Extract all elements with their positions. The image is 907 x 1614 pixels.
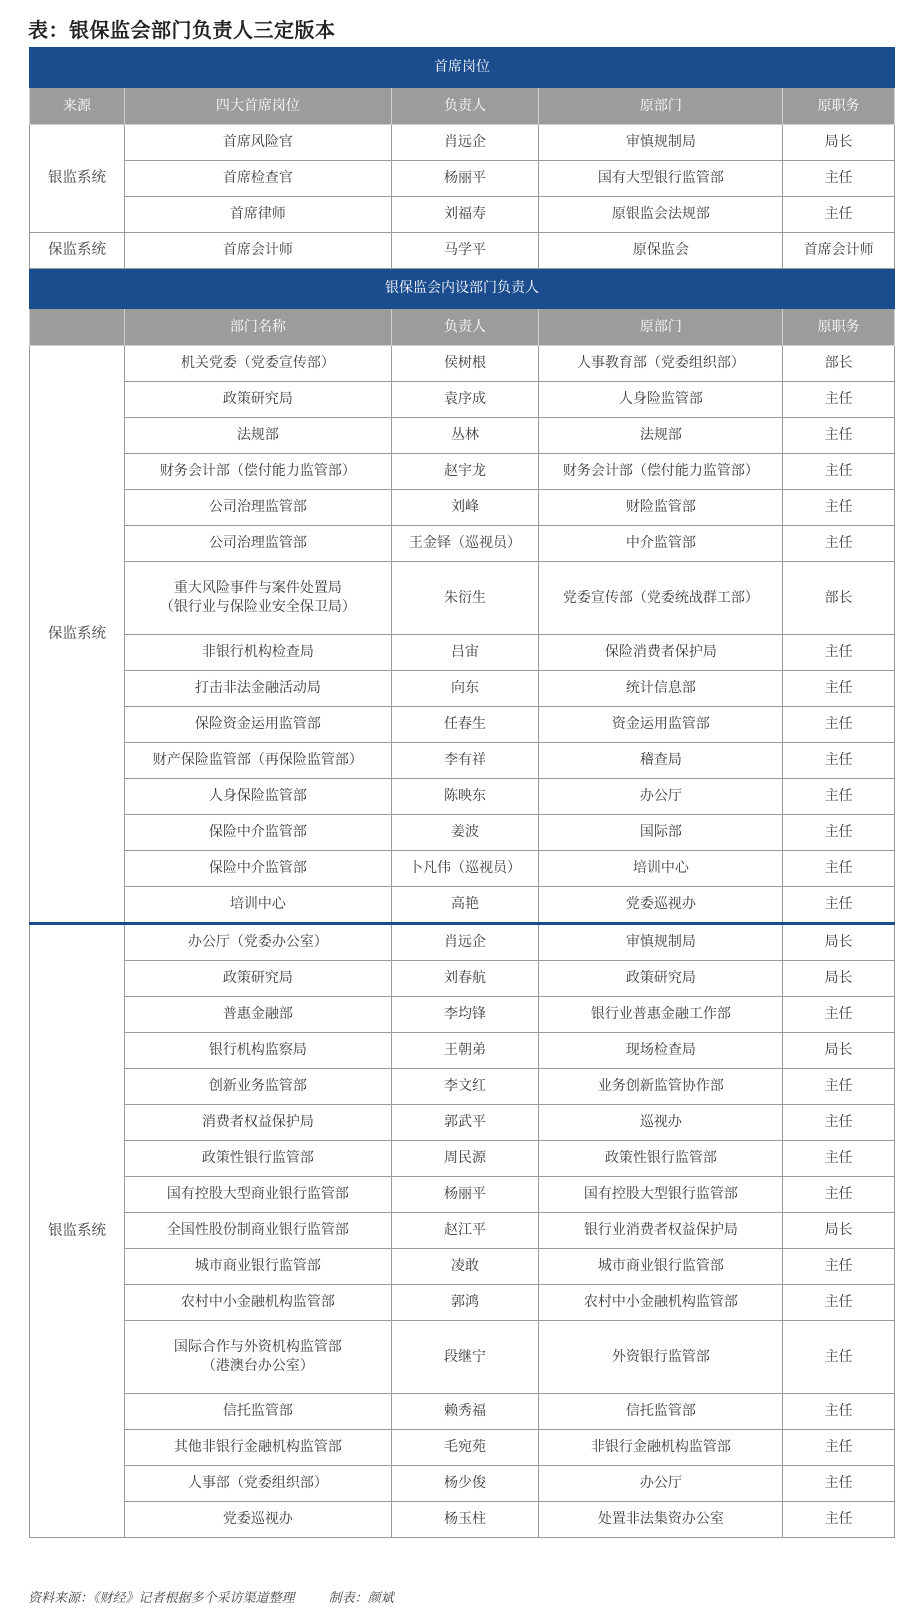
maker-note: 制表：颜斌 (328, 1591, 394, 1606)
table-row (30, 1105, 895, 1141)
table-row (30, 1466, 895, 1502)
cell: 办公厅（党委办公室） (125, 924, 392, 961)
source-note: 资料来源：《财经》记者根据多个采访渠道整理 (28, 1591, 295, 1606)
cell: 国有控股大型商业银行监管部 (125, 1177, 392, 1213)
cell: 郭鸿 (391, 1285, 539, 1321)
cell: 审慎规制局 (539, 125, 783, 161)
column-header: 原部门 (539, 309, 783, 346)
cell: 业务创新监管协作部 (539, 1069, 783, 1105)
cell: 人事部（党委组织部） (125, 1466, 392, 1502)
cell: 信托监管部 (539, 1394, 783, 1430)
table-row (30, 707, 895, 743)
table-row (30, 743, 895, 779)
table-row (30, 1394, 895, 1430)
cell: 机关党委（党委宣传部） (125, 346, 392, 382)
cell: 王朝弟 (391, 1033, 539, 1069)
cell: 李有祥 (391, 743, 539, 779)
group-label: 保监系统 (30, 346, 125, 924)
table-row (30, 1430, 895, 1466)
cell: 资金运用监管部 (539, 707, 783, 743)
cell: 主任 (783, 635, 895, 671)
table-row (30, 382, 895, 418)
column-header: 原部门 (539, 88, 783, 125)
cell: 中介监管部 (539, 526, 783, 562)
cell: 刘福寿 (391, 197, 539, 233)
cell: 办公厅 (539, 1466, 783, 1502)
table-row (30, 997, 895, 1033)
cell: 主任 (783, 526, 895, 562)
cell: 任春生 (391, 707, 539, 743)
cell: 银行机构监察局 (125, 1033, 392, 1069)
cell: 首席会计师 (125, 233, 392, 269)
cell: 主任 (783, 1141, 895, 1177)
cell: 杨丽平 (391, 161, 539, 197)
column-header-row (30, 88, 895, 125)
cell: 毛宛苑 (391, 1430, 539, 1466)
cell: 局长 (783, 961, 895, 997)
table-row (30, 851, 895, 887)
cell: 杨丽平 (391, 1177, 539, 1213)
cell: 凌敢 (391, 1249, 539, 1285)
table-row (30, 779, 895, 815)
cell: 主任 (783, 418, 895, 454)
column-header: 来源 (30, 88, 125, 125)
cell: 政策研究局 (539, 961, 783, 997)
table-row (30, 346, 895, 382)
cell: 局长 (783, 125, 895, 161)
cell: 创新业务监管部 (125, 1069, 392, 1105)
cell: 陈映东 (391, 779, 539, 815)
table-row (30, 1502, 895, 1538)
cell: 主任 (783, 197, 895, 233)
table-row (30, 1285, 895, 1321)
table-row (30, 1141, 895, 1177)
cell: 保险资金运用监管部 (125, 707, 392, 743)
section-band-label: 首席岗位 (30, 48, 895, 88)
table-footer (28, 1587, 424, 1606)
table-row (30, 526, 895, 562)
cell: 主任 (783, 707, 895, 743)
cell: 段继宁 (391, 1321, 539, 1394)
cell: 保险消费者保护局 (539, 635, 783, 671)
cell: 保险中介监管部 (125, 851, 392, 887)
cell: 党委巡视办 (125, 1502, 392, 1538)
cell: 首席会计师 (783, 233, 895, 269)
cell: 其他非银行金融机构监管部 (125, 1430, 392, 1466)
cell: 原保监会 (539, 233, 783, 269)
officials-table (29, 47, 895, 1538)
cell: 主任 (783, 1285, 895, 1321)
group-label: 银监系统 (30, 125, 125, 233)
cell: 财务会计部（偿付能力监管部） (125, 454, 392, 490)
cell: 政策研究局 (125, 961, 392, 997)
table-row (30, 454, 895, 490)
cell: 郭武平 (391, 1105, 539, 1141)
cell: 肖远企 (391, 924, 539, 961)
cell: 信托监管部 (125, 1394, 392, 1430)
table-row (30, 125, 895, 161)
cell: 朱衍生 (391, 562, 539, 635)
cell: 肖远企 (391, 125, 539, 161)
cell: 主任 (783, 779, 895, 815)
table-row (30, 562, 895, 635)
table-row (30, 1177, 895, 1213)
cell: 主任 (783, 490, 895, 526)
cell: 公司治理监管部 (125, 526, 392, 562)
cell: 普惠金融部 (125, 997, 392, 1033)
table-title: 表：银保监会部门负责人三定版本 (28, 18, 336, 42)
cell: 政策性银行监管部 (125, 1141, 392, 1177)
cell: 马学平 (391, 233, 539, 269)
cell: 政策研究局 (125, 382, 392, 418)
table-row (30, 671, 895, 707)
cell: 主任 (783, 815, 895, 851)
cell: 主任 (783, 1177, 895, 1213)
cell: 国际合作与外资机构监管部 （港澳台办公室） (125, 1321, 392, 1394)
cell: 主任 (783, 997, 895, 1033)
column-header: 四大首席岗位 (125, 88, 392, 125)
cell: 巡视办 (539, 1105, 783, 1141)
cell: 保险中介监管部 (125, 815, 392, 851)
table-row (30, 197, 895, 233)
column-header: 原职务 (783, 88, 895, 125)
table-row (30, 924, 895, 961)
cell: 处置非法集资办公室 (539, 1502, 783, 1538)
cell: 法规部 (539, 418, 783, 454)
section-band (30, 269, 895, 309)
cell: 首席检查官 (125, 161, 392, 197)
cell: 现场检查局 (539, 1033, 783, 1069)
cell: 主任 (783, 851, 895, 887)
cell: 首席风险官 (125, 125, 392, 161)
cell: 袁序成 (391, 382, 539, 418)
group-label: 银监系统 (30, 924, 125, 1538)
cell: 局长 (783, 1033, 895, 1069)
cell: 首席律师 (125, 197, 392, 233)
cell: 刘春航 (391, 961, 539, 997)
cell: 原银监会法规部 (539, 197, 783, 233)
table-row (30, 1033, 895, 1069)
cell: 高艳 (391, 887, 539, 924)
column-header: 部门名称 (125, 309, 392, 346)
table-row (30, 490, 895, 526)
cell: 主任 (783, 1105, 895, 1141)
table-row (30, 1321, 895, 1394)
cell: 政策性银行监管部 (539, 1141, 783, 1177)
cell: 党委宣传部（党委统战群工部） (539, 562, 783, 635)
cell: 主任 (783, 1394, 895, 1430)
cell: 审慎规制局 (539, 924, 783, 961)
cell: 赖秀福 (391, 1394, 539, 1430)
cell: 国际部 (539, 815, 783, 851)
cell: 打击非法金融活动局 (125, 671, 392, 707)
group-label: 保监系统 (30, 233, 125, 269)
cell: 农村中小金融机构监管部 (539, 1285, 783, 1321)
cell: 重大风险事件与案件处置局 （银行业与保险业安全保卫局） (125, 562, 392, 635)
cell: 非银行金融机构监管部 (539, 1430, 783, 1466)
table-row (30, 887, 895, 924)
cell: 局长 (783, 924, 895, 961)
cell: 法规部 (125, 418, 392, 454)
cell: 统计信息部 (539, 671, 783, 707)
cell: 外资银行监管部 (539, 1321, 783, 1394)
cell: 吕宙 (391, 635, 539, 671)
cell: 人事教育部（党委组织部） (539, 346, 783, 382)
cell: 姜波 (391, 815, 539, 851)
cell: 向东 (391, 671, 539, 707)
section-band (30, 48, 895, 88)
cell: 主任 (783, 382, 895, 418)
cell: 人身险监管部 (539, 382, 783, 418)
cell: 主任 (783, 1321, 895, 1394)
table-row (30, 233, 895, 269)
cell: 周民源 (391, 1141, 539, 1177)
cell: 李文红 (391, 1069, 539, 1105)
cell: 主任 (783, 671, 895, 707)
cell: 银行业普惠金融工作部 (539, 997, 783, 1033)
cell: 人身保险监管部 (125, 779, 392, 815)
cell: 培训中心 (539, 851, 783, 887)
cell: 局长 (783, 1213, 895, 1249)
cell: 主任 (783, 1069, 895, 1105)
cell: 国有控股大型银行监管部 (539, 1177, 783, 1213)
cell: 侯树根 (391, 346, 539, 382)
cell: 银行业消费者权益保护局 (539, 1213, 783, 1249)
cell: 卜凡伟（巡视员） (391, 851, 539, 887)
table-row (30, 961, 895, 997)
section-band-label: 银保监会内设部门负责人 (30, 269, 895, 309)
table-row (30, 161, 895, 197)
cell: 主任 (783, 1466, 895, 1502)
column-header: 负责人 (391, 309, 539, 346)
table-row (30, 1249, 895, 1285)
cell: 主任 (783, 887, 895, 924)
cell: 王金铎（巡视员） (391, 526, 539, 562)
cell: 主任 (783, 743, 895, 779)
table-row (30, 635, 895, 671)
cell: 赵宇龙 (391, 454, 539, 490)
cell: 城市商业银行监管部 (125, 1249, 392, 1285)
cell: 办公厅 (539, 779, 783, 815)
cell: 赵江平 (391, 1213, 539, 1249)
cell: 主任 (783, 1502, 895, 1538)
cell: 党委巡视办 (539, 887, 783, 924)
cell: 财险监管部 (539, 490, 783, 526)
cell: 国有大型银行监管部 (539, 161, 783, 197)
table-row (30, 418, 895, 454)
cell: 杨少俊 (391, 1466, 539, 1502)
cell: 公司治理监管部 (125, 490, 392, 526)
cell: 财务会计部（偿付能力监管部） (539, 454, 783, 490)
cell: 非银行机构检查局 (125, 635, 392, 671)
cell: 丛林 (391, 418, 539, 454)
column-header: 负责人 (391, 88, 539, 125)
cell: 城市商业银行监管部 (539, 1249, 783, 1285)
cell: 主任 (783, 454, 895, 490)
column-header (30, 309, 125, 346)
cell: 杨玉柱 (391, 1502, 539, 1538)
cell: 稽查局 (539, 743, 783, 779)
cell: 主任 (783, 1430, 895, 1466)
cell: 培训中心 (125, 887, 392, 924)
table-row (30, 815, 895, 851)
cell: 部长 (783, 562, 895, 635)
column-header: 原职务 (783, 309, 895, 346)
cell: 消费者权益保护局 (125, 1105, 392, 1141)
cell: 部长 (783, 346, 895, 382)
column-header-row (30, 309, 895, 346)
table-row (30, 1069, 895, 1105)
cell: 全国性股份制商业银行监管部 (125, 1213, 392, 1249)
cell: 主任 (783, 161, 895, 197)
cell: 主任 (783, 1249, 895, 1285)
cell: 农村中小金融机构监管部 (125, 1285, 392, 1321)
cell: 财产保险监管部（再保险监管部） (125, 743, 392, 779)
cell: 李均锋 (391, 997, 539, 1033)
table-row (30, 1213, 895, 1249)
cell: 刘峰 (391, 490, 539, 526)
